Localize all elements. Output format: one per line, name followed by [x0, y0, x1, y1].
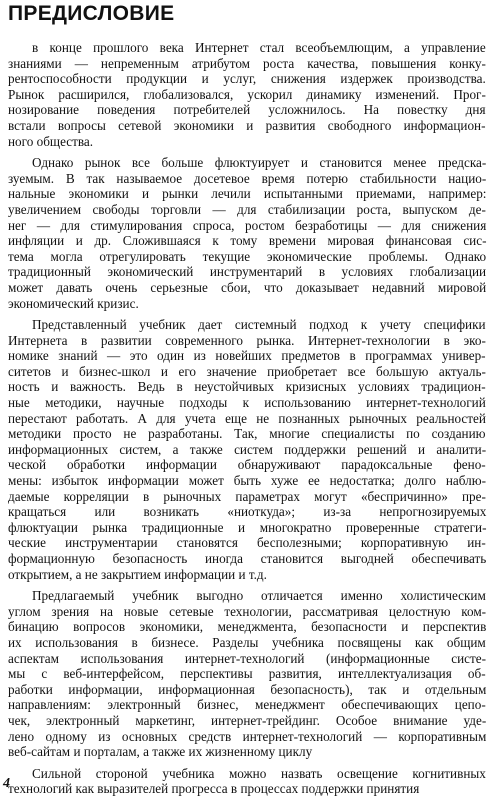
text-line: даемые корреляции в рыночных параметрах могут «беспричинно» пре-: [8, 488, 486, 504]
text-line: нег — для стимулирования спроса, ростом безработицы — для снижения: [8, 217, 487, 233]
text-line: в конце прошлого века Интернет стал всеобъемлющим, а управление: [32, 40, 486, 55]
text-line: лено одному из основных средств интернет-технологий — корпоративным: [8, 728, 487, 744]
text-line: формационную безопасность иногда становится выгодней обеспечивать: [8, 551, 487, 566]
text-line: чек, электронный маркетинг, интернет-трейдинг. Особое внимание уде-: [8, 712, 487, 728]
text-line: Однако рынок все больше флюктуирует и становится менее предска-: [32, 155, 487, 171]
text-line: кращаться или возникать «ниоткуда»; из-за непрогнозируемых: [8, 504, 487, 520]
text-line: углом зрения на новые сетевые технологии, рассматривая целостную ком-: [8, 603, 487, 619]
paragraph: [8, 588, 486, 760]
text-line: Сильной стороной учебника можно назвать освещение когнитивных: [32, 765, 486, 781]
text-line: мы с веб-интерфейсом, перспективы развития, интеллектуализация об-: [8, 666, 486, 682]
text-line: ситетов и бизнес-школ и его значение приобретает все большую актуаль-: [8, 363, 486, 379]
text-line: аспектам использования интернет-технологий (информационные систе-: [8, 650, 487, 666]
text-line: работки информации, информационная безопасность), так и отдельным: [8, 681, 487, 697]
text-line: номике знаний — это один из новейших предметов в программах универ-: [8, 348, 486, 364]
text-line: ческой обработки информации обнаруживают парадоксальные фено-: [8, 457, 486, 473]
text-line: методики просто не разработаны. Так, многие специалисты по созданию: [8, 426, 486, 442]
text-line: увеличением свободы торговли — для стабилизации роста, выпуском де-: [8, 201, 486, 217]
text-line: открытием, а не закрытием информации и т.д.: [8, 566, 267, 582]
text-line: направлениям: электронный бизнес, менеджмент обеспечивающих цепо-: [8, 697, 486, 713]
text-line: инфляции и др. Сложившаяся к тому времени мировая финансовая сис-: [8, 233, 487, 249]
text-line: веб-сайтам и порталам, а также их жизненному циклу: [8, 744, 313, 760]
text-line: ческие инструментарии становятся бесполезными; корпоративную ин-: [8, 535, 486, 551]
text-line: нозирование поведения потребителей усложнилось. На повестку дня: [8, 102, 486, 118]
text-line: их использования в бизнесе. Разделы учебника посвящены как общим: [8, 634, 486, 650]
paragraph: [8, 155, 486, 311]
text-line: ность и важность. Ведь в неустойчивых кризисных условиях традицион-: [8, 379, 486, 395]
text-line: рентоспособности продукции и услуг, снижения издержек производства.: [8, 71, 486, 87]
paragraph: [8, 40, 486, 149]
page-number: 4: [3, 776, 10, 791]
text-line: бинацию вопросов экономики, менеджмента, безопасности и перспектив: [8, 619, 487, 635]
body-text: [8, 40, 486, 803]
text-line: ные методики, научные подходы к использованию интернет-технологий: [8, 395, 486, 411]
text-line: зуемым. В так называемое досетевое время потерю стабильности нацио-: [8, 170, 487, 186]
page-heading: ПРЕДИСЛОВИЕ: [8, 2, 175, 25]
text-line: Рынок расширился, глобализовался, ускорил динамику изменений. Прог-: [8, 86, 486, 102]
text-line: флюктуации рынка традиционные и многократно проверенные стратеги-: [8, 519, 487, 535]
text-line: мены: избыток информации может быть хуже ее недостатка; долго наблю-: [8, 473, 486, 489]
text-line: тема могла отрегулировать текущие экономические проблемы. Однако: [8, 248, 487, 264]
text-line: Интернета в развитии современного рынка. Интернет-технологии в эко-: [8, 332, 486, 348]
text-line: перестают работать. А для учета еще не познанных рыночных реальностей: [8, 410, 486, 426]
text-line: может давать очень серьезные сбои, что доказывает недавний мировой: [8, 279, 487, 295]
text-line: экономический кризис.: [8, 295, 139, 311]
text-line: Предлагаемый учебник выгодно отличается именно холистическим: [32, 588, 486, 604]
text-line: технологий как выразителей прогресса в процессах поддержки принятия: [8, 781, 420, 797]
paragraph: [8, 766, 486, 797]
paragraph: [8, 317, 486, 582]
text-line: информационных систем, а также систем поддержки решений и аналити-: [8, 441, 487, 457]
text-line: знаниями — непременным атрибутом роста качества, повышения конку-: [8, 55, 486, 71]
text-line: Представленный учебник дает системный подход к учету специфики: [32, 317, 486, 333]
text-line: нальные экономики и рынки лечили испытанными приемами, например:: [8, 186, 487, 202]
text-line: ного общества.: [8, 133, 94, 149]
text-line: традиционный экономический инструментарий в условиях глобализации: [8, 264, 487, 280]
text-line: встали вопросы сетевой экономики и развития свободного информацион-: [8, 117, 486, 133]
